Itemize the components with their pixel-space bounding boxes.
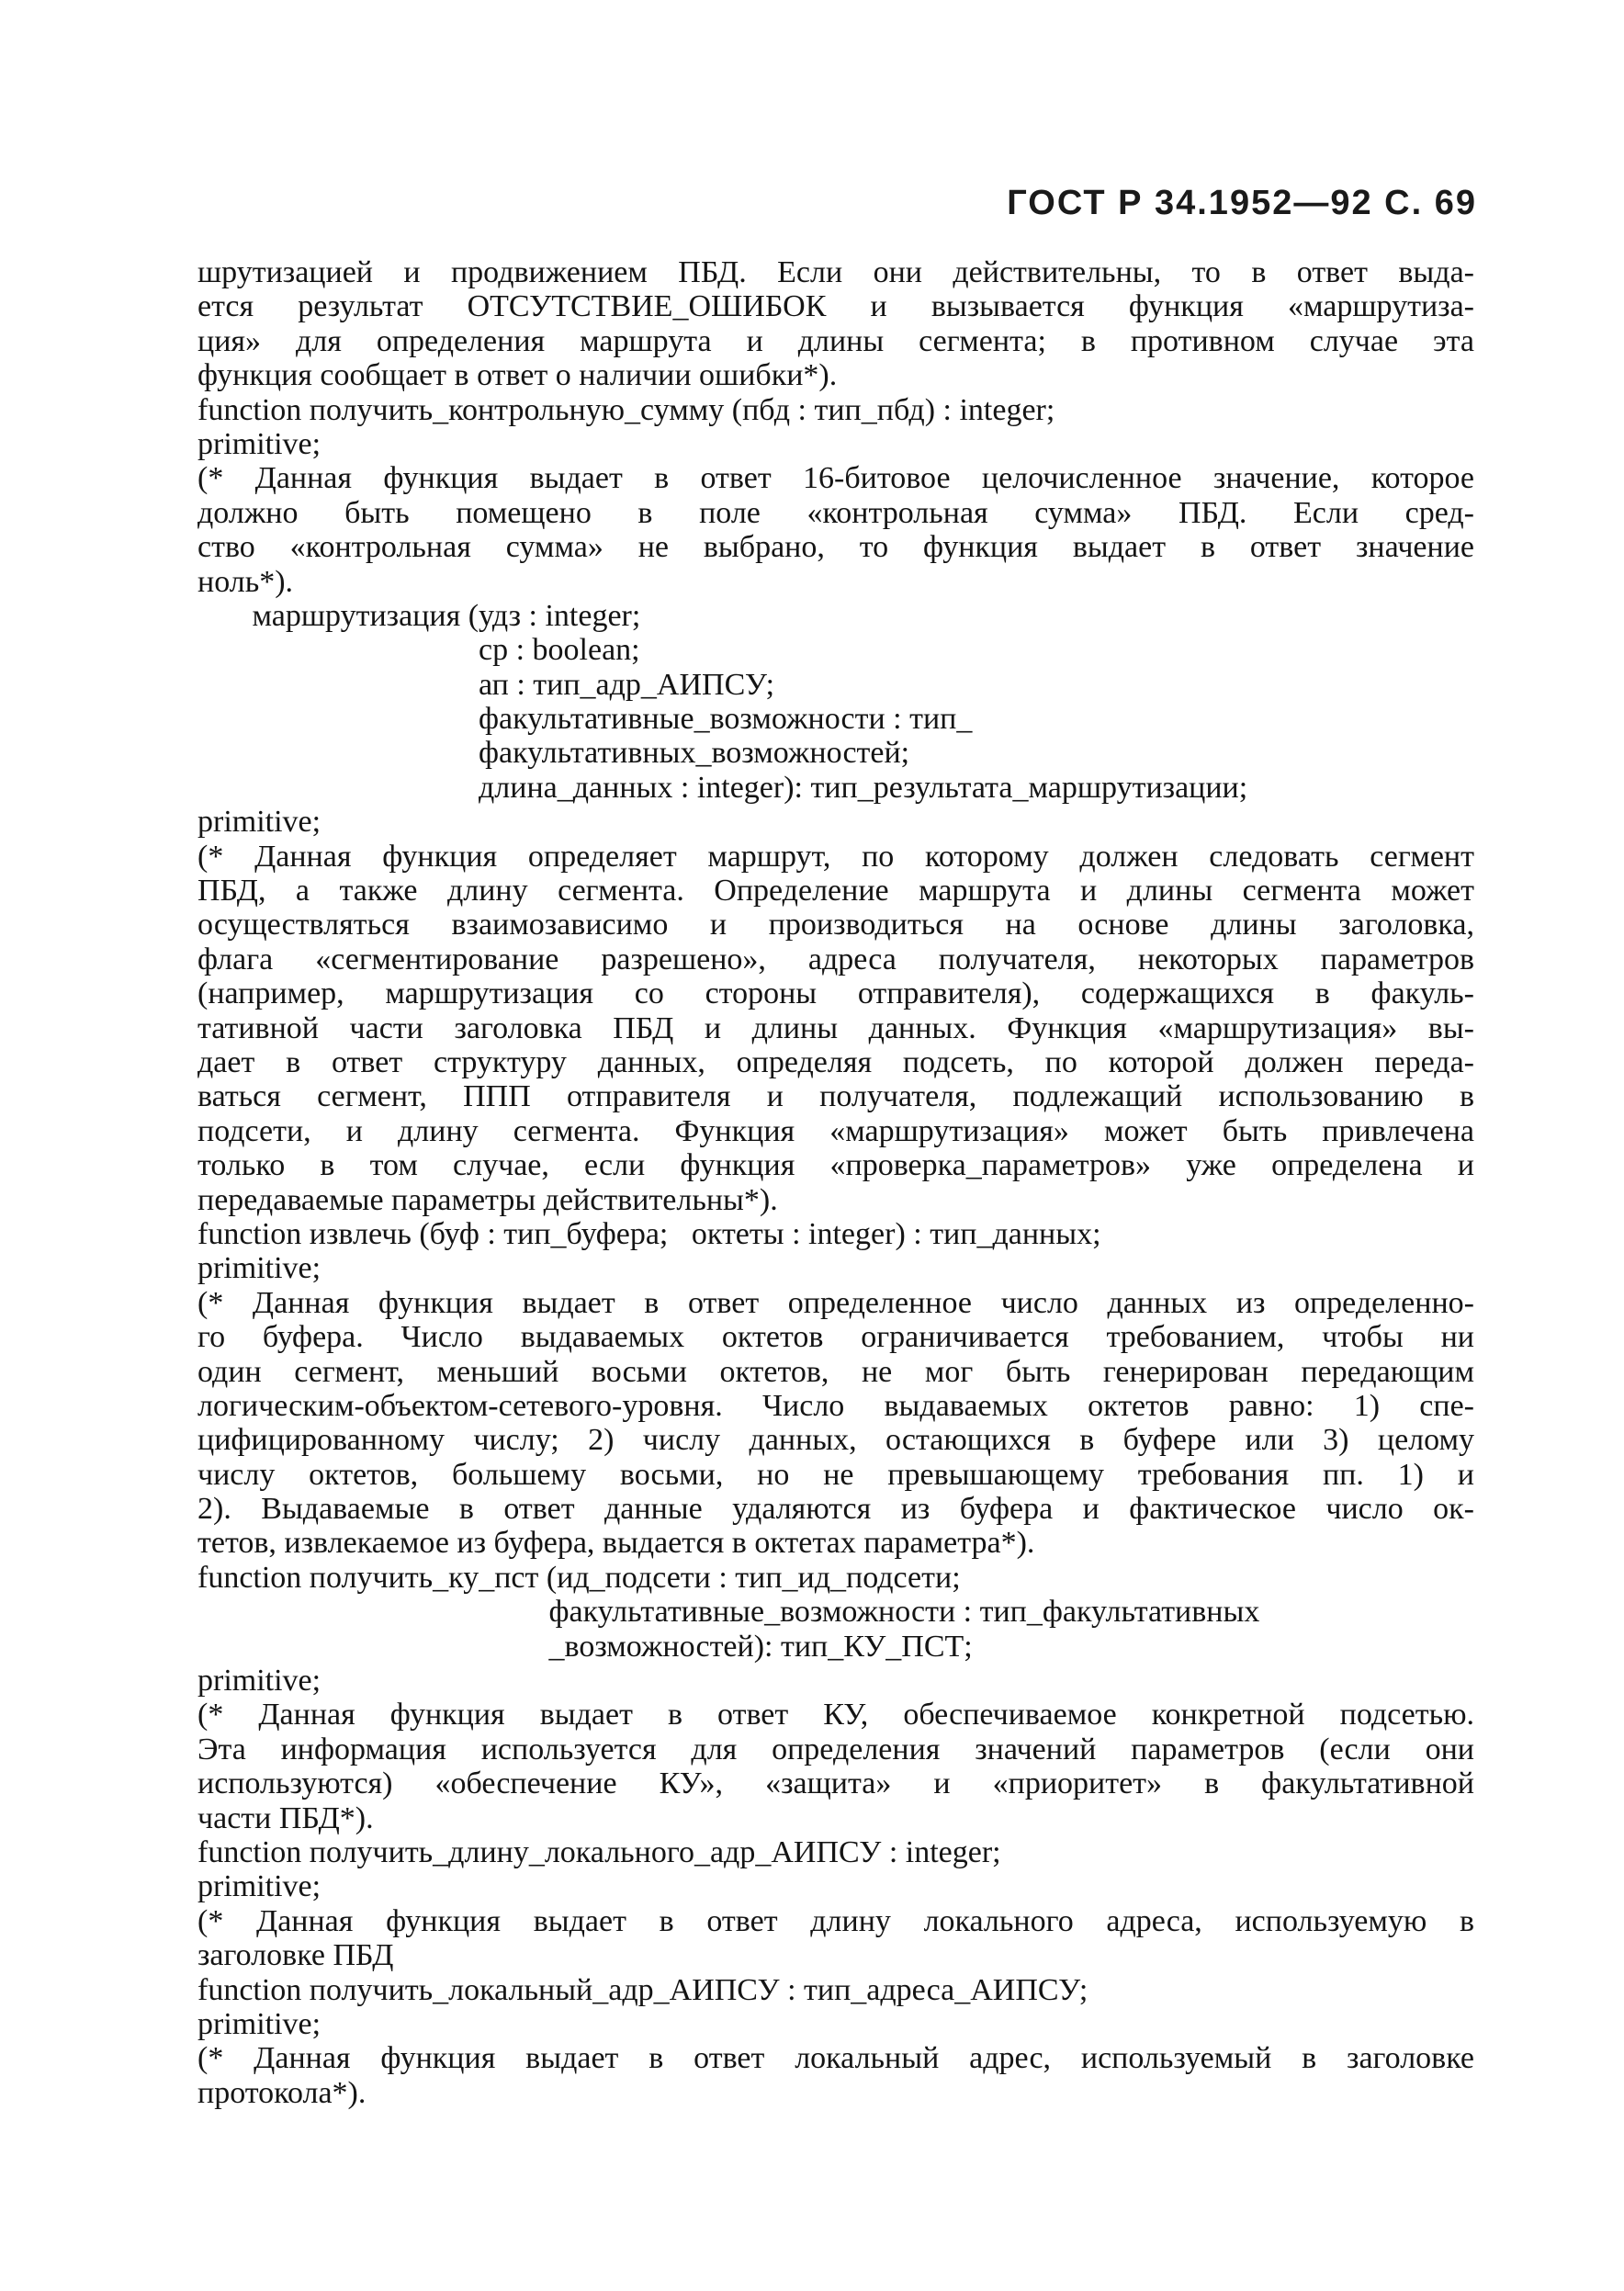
text-line: один сегмент, меньший восьми октетов, не мог быть генерирован передающим xyxy=(197,1354,1474,1389)
text-line: (* Данная функция выдает в ответ локальный адрес, используемый в заголовке xyxy=(197,2041,1474,2076)
text-line: длина_данных : integer): тип_результата_маршрутизации; xyxy=(197,770,1248,805)
text-line: передаваемые параметры действительны*). xyxy=(197,1182,778,1217)
page-header: ГОСТ Р 34.1952—92 С. 69 xyxy=(1007,184,1477,222)
text-line: факультативные_возможности : тип_факультативных xyxy=(197,1595,1260,1630)
text-line: флага «сегментирование разрешено», адреса получателя, некоторых параметров xyxy=(197,942,1474,976)
text-line: ется результат ОТСУТСТВИЕ_ОШИБОК и вызывается функция «маршрутиза- xyxy=(197,289,1474,324)
text-line: числу октетов, большему восьми, но не превышающему требования пп. 1) и xyxy=(197,1457,1474,1492)
text-line: факультативные_возможности : тип_ xyxy=(197,702,973,737)
text-line: ция» для определения маршрута и длины сегмента; в противном случае эта xyxy=(197,323,1474,358)
text-line: primitive; xyxy=(197,426,321,461)
text-line: функция сообщает в ответ о наличии ошибки*). xyxy=(197,358,838,393)
text-line: го буфера. Число выдаваемых октетов ограничивается требованием, чтобы ни xyxy=(197,1320,1474,1355)
text-line: (* Данная функция выдает в ответ КУ, обеспечиваемое конкретной подсетью. xyxy=(197,1698,1474,1732)
text-line: тативной части заголовка ПБД и длины данных. Функция «маршрутизация» вы- xyxy=(197,1010,1474,1045)
text-line: заголовке ПБД xyxy=(197,1938,394,1973)
text-line: используются) «обеспечение КУ», «защита» и «приоритет» в факультативной xyxy=(197,1766,1474,1801)
text-line: ноль*). xyxy=(197,564,294,599)
text-line: function получить_локальный_адр_АИПСУ : тип_адреса_АИПСУ; xyxy=(197,1972,1088,2007)
text-line: primitive; xyxy=(197,1251,321,1286)
text-line: факультативных_возможностей; xyxy=(197,736,910,771)
text-line: (например, маршрутизация со стороны отправителя), содержащихся в факуль- xyxy=(197,976,1474,1011)
text-line: function извлечь (буф : тип_буфера; октеты : integer) : тип_данных; xyxy=(197,1216,1101,1251)
text-line: части ПБД*). xyxy=(197,1800,374,1835)
text-line: (* Данная функция выдает в ответ определенное число данных из определенно- xyxy=(197,1285,1474,1320)
text-line: цифицированному числу; 2) числу данных, остающихся в буфере или 3) целому xyxy=(197,1423,1474,1458)
text-line: ство «контрольная сумма» не выбрано, то функция выдает в ответ значение xyxy=(197,530,1474,565)
text-line: (* Данная функция выдает в ответ длину локального адреса, используемую в xyxy=(197,1903,1474,1938)
text-line: тетов, извлекаемое из буфера, выдается в октетах параметра*). xyxy=(197,1526,1035,1561)
text-line: ап : тип_адр_АИПСУ; xyxy=(197,667,775,702)
text-line: только в том случае, если функция «проверка_параметров» уже определена и xyxy=(197,1148,1474,1183)
text-line: function получить_ку_пст (ид_подсети : тип_ид_подсети; xyxy=(197,1560,961,1595)
text-line: подсети, и длину сегмента. Функция «маршрутизация» может быть привлечена xyxy=(197,1113,1474,1148)
text-line: (* Данная функция выдает в ответ 16-битовое целочисленное значение, которое xyxy=(197,461,1474,496)
text-line: ПБД, а также длину сегмента. Определение маршрута и длины сегмента может xyxy=(197,874,1474,908)
text-line: протокола*). xyxy=(197,2075,367,2110)
text-line: маршрутизация (удз : integer; xyxy=(197,598,641,633)
text-line: _возможностей): тип_КУ_ПСТ; xyxy=(197,1629,973,1664)
text-line: осуществляться взаимозависимо и производиться на основе длины заголовка, xyxy=(197,908,1474,942)
text-line: (* Данная функция определяет маршрут, по которому должен следовать сегмент xyxy=(197,839,1474,874)
text-line: primitive; xyxy=(197,1664,321,1698)
text-line: должно быть помещено в поле «контрольная сумма» ПБД. Если сред- xyxy=(197,495,1474,530)
text-line: primitive; xyxy=(197,2006,321,2041)
body-text xyxy=(197,255,1474,2110)
text-line: Эта информация используется для определения значений параметров (если они xyxy=(197,1732,1474,1766)
text-line: function получить_длину_локального_адр_АИПСУ : integer; xyxy=(197,1834,1001,1869)
text-line: дает в ответ структуру данных, определяя подсеть, по которой должен переда- xyxy=(197,1044,1474,1079)
text-line: 2). Выдаваемые в ответ данные удаляются из буфера и фактическое число ок- xyxy=(197,1492,1474,1527)
text-line: primitive; xyxy=(197,1869,321,1904)
text-line: primitive; xyxy=(197,805,321,840)
text-line: ср : boolean; xyxy=(197,633,640,668)
text-line: ваться сегмент, ППП отправителя и получателя, подлежащий использованию в xyxy=(197,1079,1474,1114)
text-line: шрутизацией и продвижением ПБД. Если они действительны, то в ответ выда- xyxy=(197,255,1474,289)
text-line: function получить_контрольную_сумму (пбд : тип_пбд) : integer; xyxy=(197,392,1055,427)
text-line: логическим-объектом-сетевого-уровня. Число выдаваемых октетов равно: 1) спе- xyxy=(197,1388,1474,1423)
